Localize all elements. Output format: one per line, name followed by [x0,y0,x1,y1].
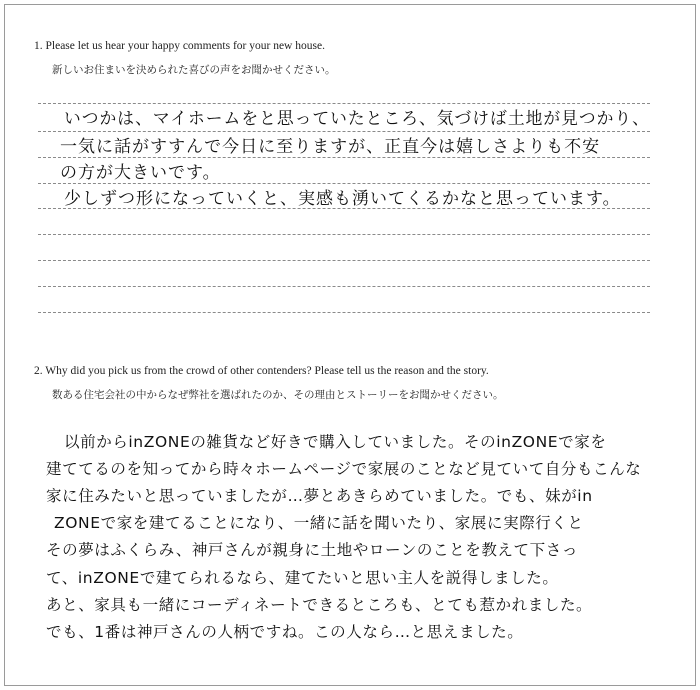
answer-2-line-7: あと、家具も一緒にコーディネートできるところも、とても惹かれました。 [46,596,593,614]
answer-1-line-2: 一気に話がすすんで今日に至りますが、正直今は嬉しさよりも不安 [60,137,601,157]
answer-1-line-3: の方が大きいです。 [60,163,221,183]
answer-line-rule [38,312,650,313]
answer-2-line-5: その夢はふくらみ、神戸さんが親身に土地やローンのことを教えて下さっ [46,541,578,559]
answer-line-rule [38,234,650,235]
answer-1-line-4: 少しずつ形になっていくと、実感も湧いてくるかなと思っています。 [64,189,621,209]
answer-1-line-1: いつかは、マイホームをと思っていたところ、気づけば土地が見つかり、 [64,109,650,129]
answer-line-rule [38,260,650,261]
question-2-english: 2. Why did you pick us from the crowd of other contenders? Please tell us the reason and the story. [34,365,489,377]
answer-2-line-8: でも、1番は神戸さんの人柄ですね。この人なら…と思えました。 [46,623,524,641]
answer-2-line-6: て、inZONEで建てられるなら、建てたいと思い主人を説得しました。 [46,569,559,587]
answer-2-line-3: 家に住みたいと思っていましたが…夢とあきらめていました。でも、妹がin [46,487,593,505]
question-1-japanese: 新しいお住まいを決められた喜びの声をお聞かせください。 [52,64,336,76]
answer-2-line-4: ZONEで家を建てることになり、一緒に話を聞いたり、家展に実際行くと [54,514,584,532]
answer-2-line-2: 建ててるのを知ってから時々ホームページで家展のことなど見ていて自分もこんな [46,460,642,478]
question-1-english: 1. Please let us hear your happy comments for your new house. [34,40,325,52]
answer-line-rule [38,286,650,287]
question-2-japanese: 数ある住宅会社の中からなぜ弊社を選ばれたのか、その理由とストーリーをお聞かせください。 [52,389,504,401]
answer-2-line-1: 以前からinZONEの雑貨など好きで購入していました。そのinZONEで家を [64,433,607,451]
